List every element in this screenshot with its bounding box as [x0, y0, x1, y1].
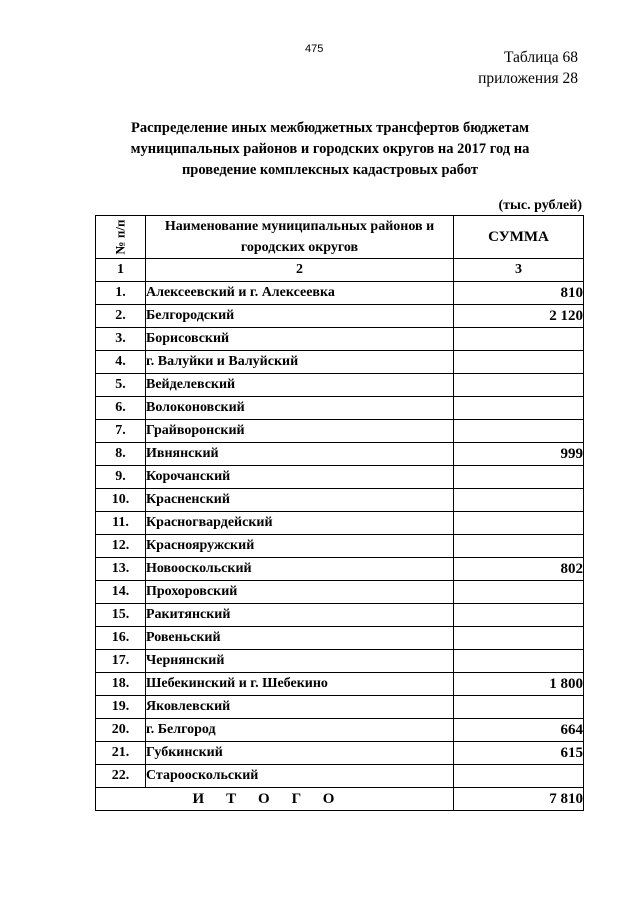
table-reference-line-2: приложения 28 — [478, 70, 578, 87]
index-cell-1: 1 — [96, 259, 146, 282]
row-number: 14. — [96, 581, 146, 604]
table-row — [96, 558, 584, 581]
district-name: Корочанский — [146, 466, 454, 489]
district-name: Волоконовский — [146, 397, 454, 420]
district-name: Ровеньский — [146, 627, 454, 650]
row-sum — [454, 374, 584, 397]
row-number: 20. — [96, 719, 146, 742]
row-sum: 2 120 — [454, 305, 584, 328]
district-name: Красненский — [146, 489, 454, 512]
table-row — [96, 673, 584, 696]
table-row — [96, 328, 584, 351]
row-number: 15. — [96, 604, 146, 627]
row-number: 16. — [96, 627, 146, 650]
row-number: 22. — [96, 765, 146, 788]
district-name: Вейделевский — [146, 374, 454, 397]
district-name: Старооскольский — [146, 765, 454, 788]
header-number — [96, 216, 146, 259]
table-row — [96, 282, 584, 305]
document-title-line-1: Распределение иных межбюджетных трансфертов бюджетам — [131, 120, 529, 136]
table-row — [96, 443, 584, 466]
table-row — [96, 397, 584, 420]
district-name: Алексеевский и г. Алексеевка — [146, 282, 454, 305]
row-number: 8. — [96, 443, 146, 466]
row-sum — [454, 604, 584, 627]
index-cell-3: 3 — [454, 259, 584, 282]
table-row — [96, 374, 584, 397]
district-name: Грайворонский — [146, 420, 454, 443]
row-sum — [454, 397, 584, 420]
row-sum: 1 800 — [454, 673, 584, 696]
table-body — [96, 282, 584, 811]
document-title-line-2: муниципальных районов и городских округов на 2017 год на — [130, 141, 530, 157]
header-name: Наименование муниципальных районов и городских округов — [146, 216, 454, 259]
table-row — [96, 489, 584, 512]
row-sum — [454, 765, 584, 788]
row-sum — [454, 535, 584, 558]
district-name: Шебекинский и г. Шебекино — [146, 673, 454, 696]
table-row — [96, 604, 584, 627]
row-sum — [454, 650, 584, 673]
document-title-line-3: проведение комплексных кадастровых работ — [181, 162, 479, 178]
row-sum — [454, 466, 584, 489]
row-number: 12. — [96, 535, 146, 558]
district-name: Белгородский — [146, 305, 454, 328]
row-sum — [454, 512, 584, 535]
row-number: 17. — [96, 650, 146, 673]
district-name: Губкинский — [146, 742, 454, 765]
row-number: 3. — [96, 328, 146, 351]
table-reference-line-1: Таблица 68 — [503, 49, 578, 66]
row-number: 5. — [96, 374, 146, 397]
row-sum — [454, 581, 584, 604]
table-row — [96, 650, 584, 673]
district-name: г. Белгород — [146, 719, 454, 742]
header-number-label: № п/п — [112, 219, 128, 254]
table-header-row — [96, 216, 584, 259]
table-row — [96, 742, 584, 765]
row-sum: 810 — [454, 282, 584, 305]
table-row — [96, 719, 584, 742]
row-sum — [454, 627, 584, 650]
row-number: 4. — [96, 351, 146, 374]
district-name: Чернянский — [146, 650, 454, 673]
page-number: 475 — [305, 43, 324, 55]
index-cell-2: 2 — [146, 259, 454, 282]
row-number: 21. — [96, 742, 146, 765]
row-sum — [454, 696, 584, 719]
row-sum: 615 — [454, 742, 584, 765]
district-name: Борисовский — [146, 328, 454, 351]
district-name: Ивнянский — [146, 443, 454, 466]
document-title — [110, 118, 550, 181]
table-row — [96, 535, 584, 558]
district-name: г. Валуйки и Валуйский — [146, 351, 454, 374]
district-name: Ракитянский — [146, 604, 454, 627]
distribution-table — [95, 215, 584, 811]
row-number: 6. — [96, 397, 146, 420]
row-number: 1. — [96, 282, 146, 305]
table-row — [96, 696, 584, 719]
table-row — [96, 466, 584, 489]
total-row — [96, 788, 584, 811]
table-index-row — [96, 259, 584, 282]
district-name: Новооскольский — [146, 558, 454, 581]
table-reference — [478, 47, 578, 89]
table-row — [96, 581, 584, 604]
row-number: 19. — [96, 696, 146, 719]
units-label: (тыс. рублей) — [498, 198, 582, 213]
district-name: Красногвардейский — [146, 512, 454, 535]
total-sum: 7 810 — [454, 788, 584, 811]
row-sum: 999 — [454, 443, 584, 466]
district-name: Прохоровский — [146, 581, 454, 604]
table-row — [96, 420, 584, 443]
table-row — [96, 627, 584, 650]
row-sum — [454, 328, 584, 351]
row-number: 10. — [96, 489, 146, 512]
table-row — [96, 512, 584, 535]
table-row — [96, 765, 584, 788]
row-sum — [454, 489, 584, 512]
row-sum — [454, 351, 584, 374]
row-number: 18. — [96, 673, 146, 696]
table-row — [96, 351, 584, 374]
header-sum: СУММА — [454, 216, 584, 259]
row-sum: 664 — [454, 719, 584, 742]
district-name: Краснояружский — [146, 535, 454, 558]
row-sum — [454, 420, 584, 443]
row-number: 2. — [96, 305, 146, 328]
row-number: 7. — [96, 420, 146, 443]
table-row — [96, 305, 584, 328]
row-number: 13. — [96, 558, 146, 581]
district-name: Яковлевский — [146, 696, 454, 719]
row-sum: 802 — [454, 558, 584, 581]
row-number: 11. — [96, 512, 146, 535]
total-label: ИТОГО — [96, 788, 454, 811]
row-number: 9. — [96, 466, 146, 489]
